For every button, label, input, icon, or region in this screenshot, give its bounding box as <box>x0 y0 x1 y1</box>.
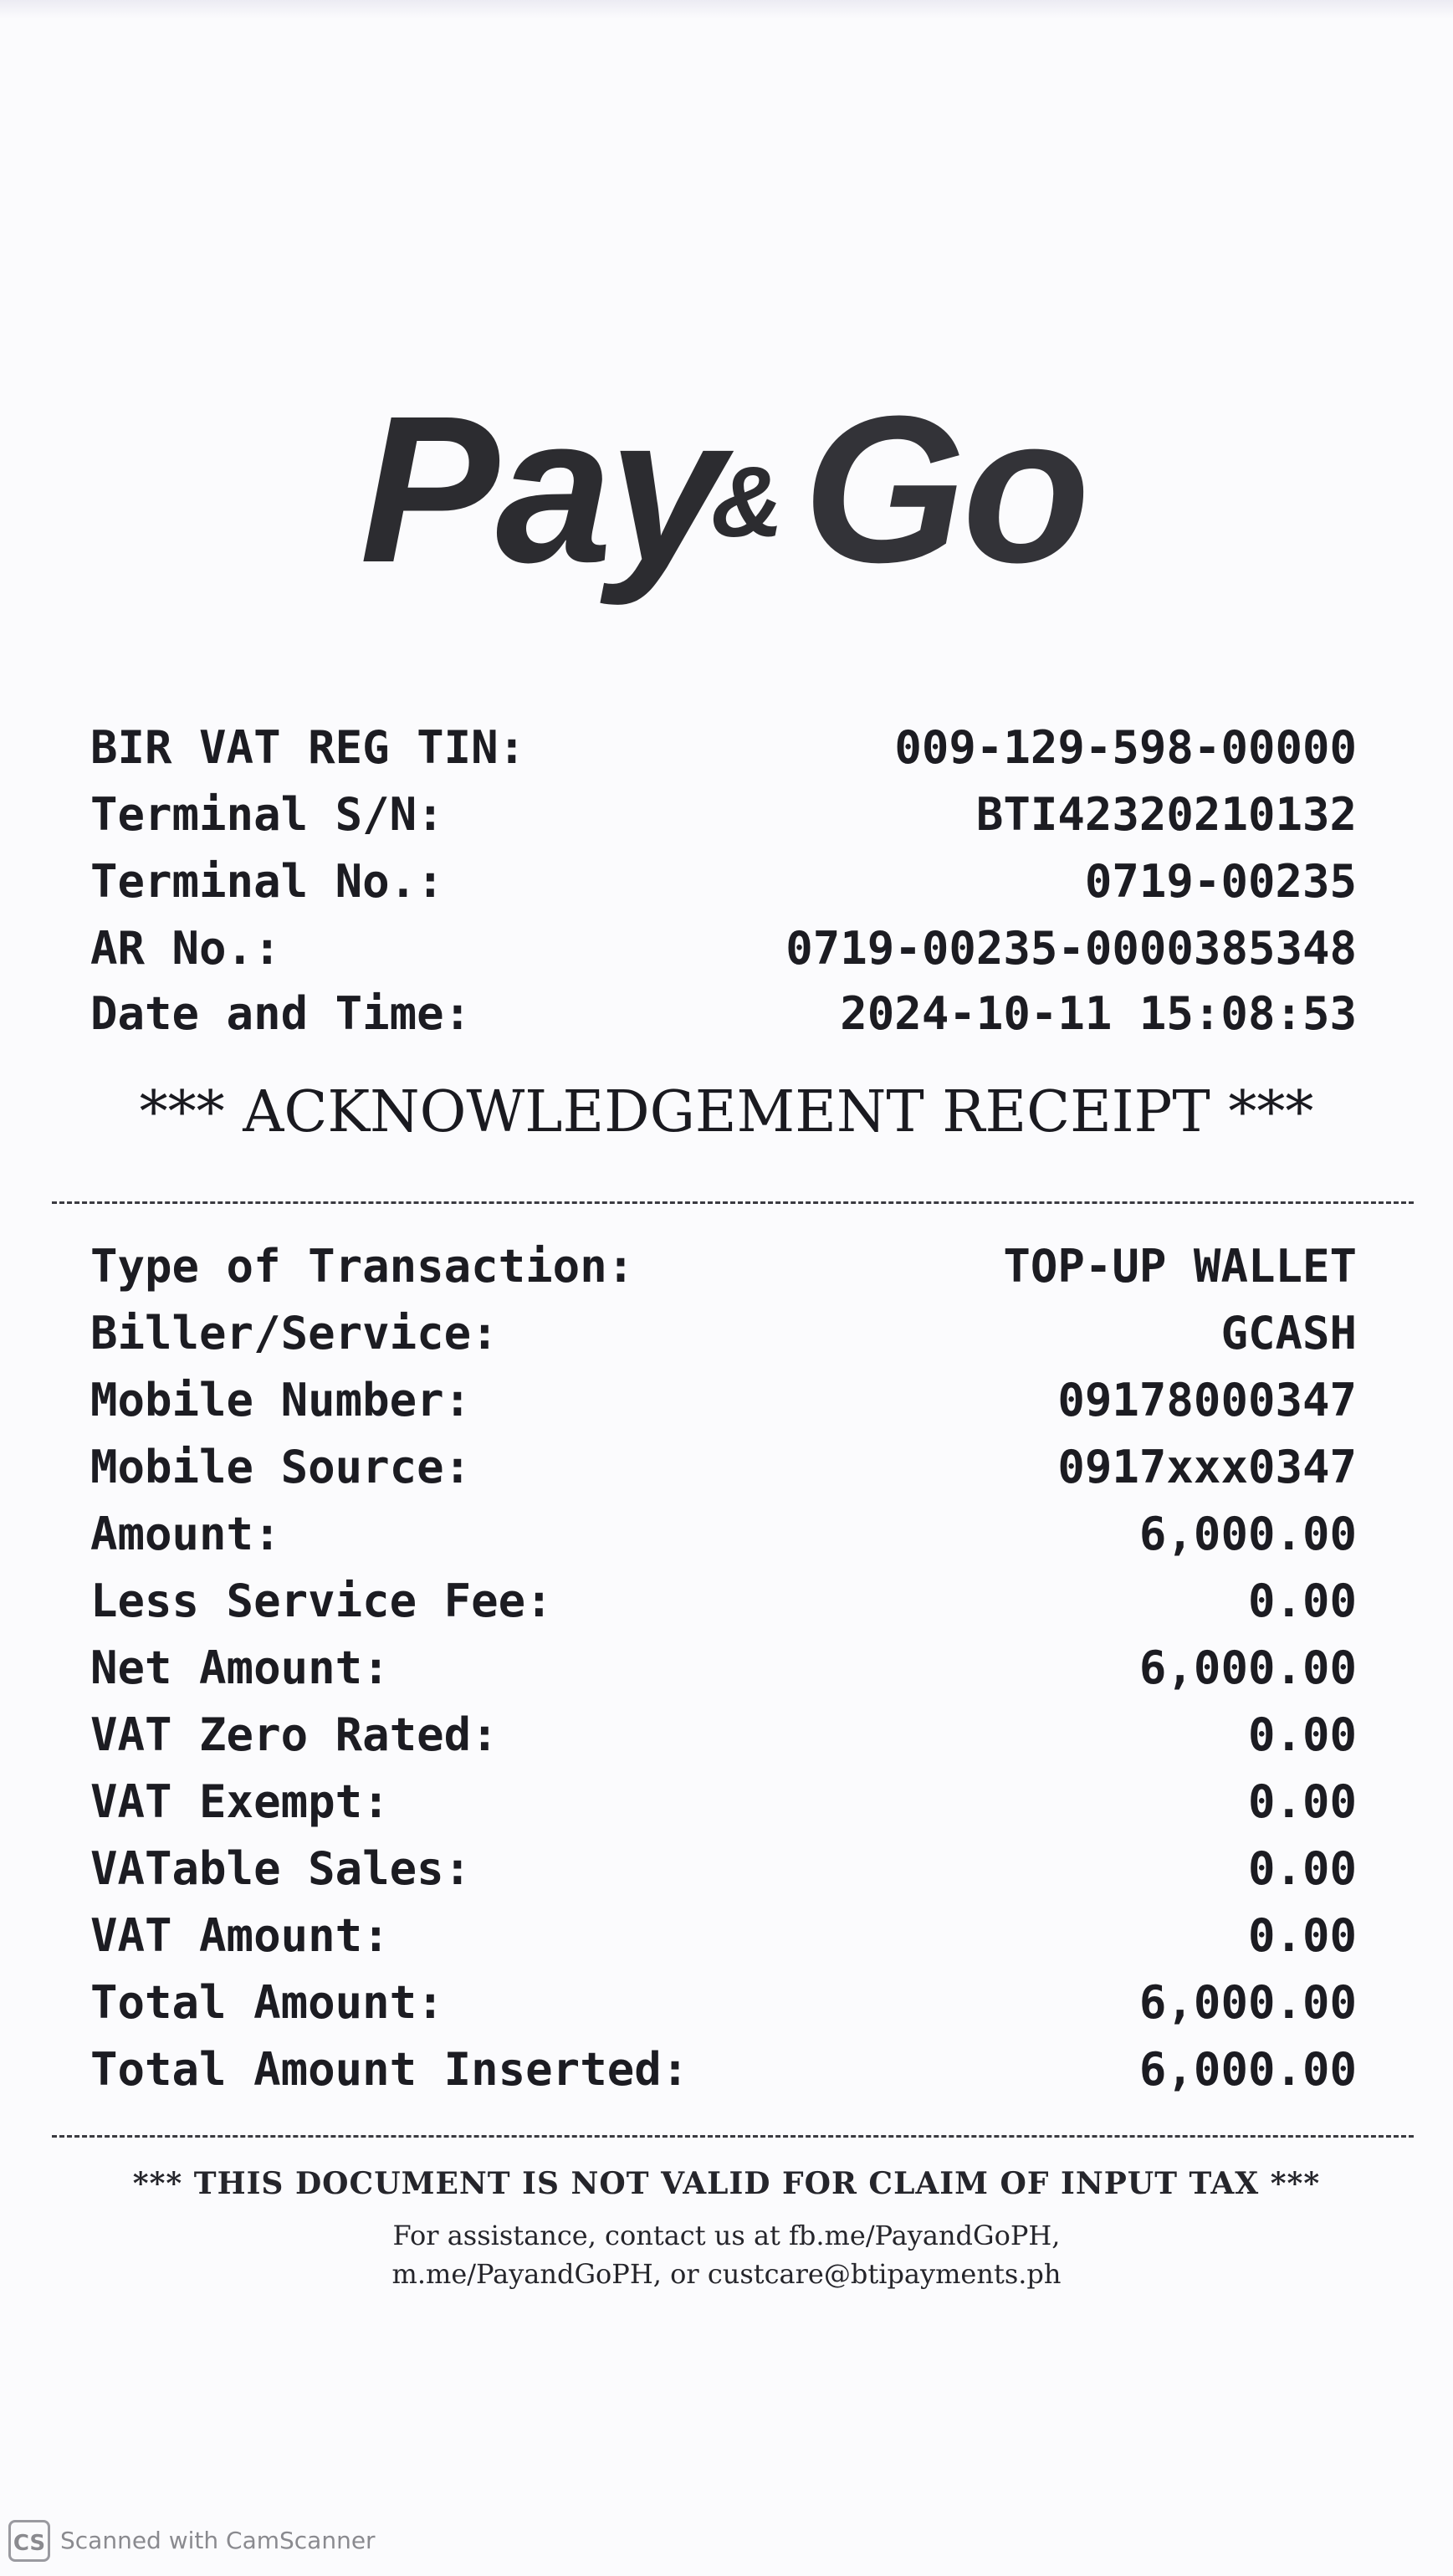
field-transaction-type <box>90 1235 1357 1298</box>
field-mobile-source <box>90 1436 1357 1499</box>
field-value: 0719-00235-0000385348 <box>785 922 1357 975</box>
assistance-line-1: For assistance, contact us at fb.me/PayandGoPH, <box>392 2220 1061 2251</box>
logo-pay: Pay <box>360 372 722 606</box>
field-net-amount <box>90 1636 1357 1700</box>
field-value: 0.00 <box>1247 1842 1357 1895</box>
divider-top <box>52 1201 1414 1204</box>
scan-top-edge <box>0 0 1453 18</box>
payandgo-logo <box>360 368 1087 611</box>
field-value: 6,000.00 <box>1138 1508 1357 1560</box>
logo-go: Go <box>803 372 1087 606</box>
field-label: BIR VAT REG TIN: <box>90 721 526 774</box>
field-label: Mobile Source: <box>90 1441 472 1493</box>
camscanner-watermark <box>8 2517 376 2563</box>
tax-disclaimer: *** THIS DOCUMENT IS NOT VALID FOR CLAIM OF INPUT TAX *** <box>132 2166 1321 2201</box>
field-label: Mobile Number: <box>90 1374 472 1426</box>
field-label: Date and Time: <box>90 987 472 1040</box>
field-amount <box>90 1503 1357 1566</box>
field-vat-zero-rated <box>90 1703 1357 1767</box>
field-label: AR No.: <box>90 922 281 975</box>
field-label: Net Amount: <box>90 1641 390 1694</box>
field-ar-no <box>90 917 1357 981</box>
field-label: VAT Amount: <box>90 1909 390 1962</box>
field-value: 09178000347 <box>1057 1374 1357 1426</box>
receipt-title: *** ACKNOWLEDGEMENT RECEIPT *** <box>139 1079 1314 1145</box>
field-value: 0917xxx0347 <box>1057 1441 1357 1493</box>
field-label: Total Amount: <box>90 1976 444 2029</box>
field-label: Terminal S/N: <box>90 788 444 841</box>
field-value: BTI42320210132 <box>975 788 1357 841</box>
field-terminal-sn <box>90 783 1357 847</box>
field-tin <box>90 716 1357 780</box>
logo-ampersand: & <box>711 446 780 558</box>
field-total-inserted <box>90 2038 1357 2102</box>
field-label: Biller/Service: <box>90 1307 499 1360</box>
field-label: VATable Sales: <box>90 1842 472 1895</box>
field-terminal-no <box>90 850 1357 914</box>
field-vatable-sales <box>90 1837 1357 1901</box>
field-label: Total Amount Inserted: <box>90 2043 689 2096</box>
field-value: 2024-10-11 15:08:53 <box>840 987 1357 1040</box>
field-value: 0.00 <box>1247 1909 1357 1962</box>
divider-bottom <box>52 2135 1414 2138</box>
camscanner-logo-icon: CS <box>8 2520 50 2562</box>
field-value: 6,000.00 <box>1138 2043 1357 2096</box>
assistance-line-2: m.me/PayandGoPH, or custcare@btipayments.ph <box>391 2258 1062 2290</box>
field-service-fee <box>90 1570 1357 1633</box>
field-value: 6,000.00 <box>1138 1976 1357 2029</box>
field-value: TOP-UP WALLET <box>1003 1240 1357 1293</box>
field-date-time <box>90 982 1357 1046</box>
field-vat-exempt <box>90 1770 1357 1834</box>
camscanner-text: Scanned with CamScanner <box>60 2527 376 2554</box>
field-value: 0.00 <box>1247 1708 1357 1761</box>
field-label: Terminal No.: <box>90 855 444 908</box>
field-value: GCASH <box>1220 1307 1357 1360</box>
field-label: Type of Transaction: <box>90 1240 635 1293</box>
field-value: 0.00 <box>1247 1775 1357 1828</box>
field-total-amount <box>90 1971 1357 2035</box>
field-value: 009-129-598-00000 <box>894 721 1357 774</box>
field-vat-amount <box>90 1904 1357 1968</box>
field-label: VAT Exempt: <box>90 1775 390 1828</box>
field-label: VAT Zero Rated: <box>90 1708 499 1761</box>
field-value: 0719-00235 <box>1084 855 1357 908</box>
field-label: Amount: <box>90 1508 281 1560</box>
field-value: 6,000.00 <box>1138 1641 1357 1694</box>
field-label: Less Service Fee: <box>90 1575 553 1627</box>
field-biller <box>90 1302 1357 1365</box>
field-mobile-number <box>90 1369 1357 1432</box>
field-value: 0.00 <box>1247 1575 1357 1627</box>
